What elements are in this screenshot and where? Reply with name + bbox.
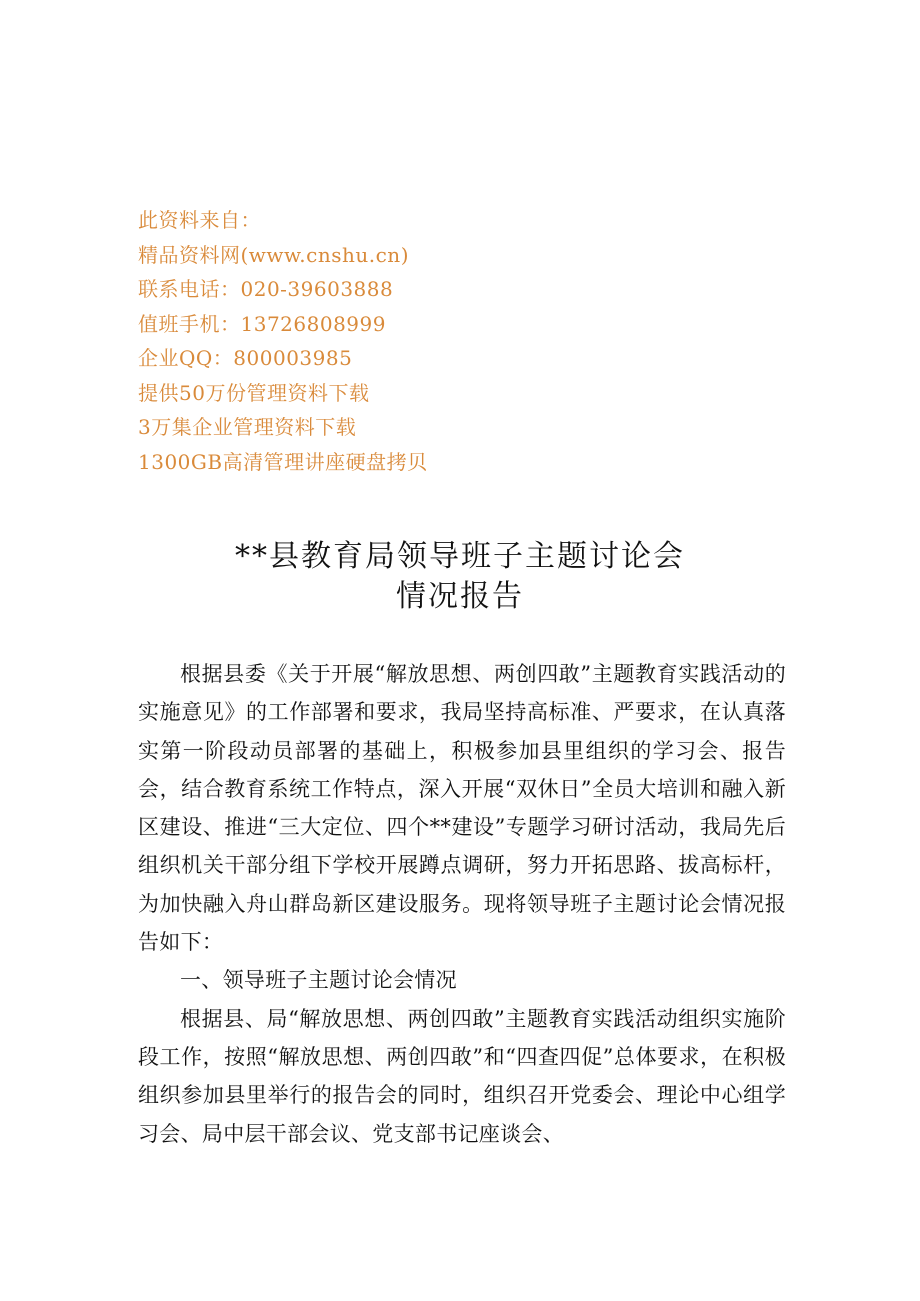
source-line-phone: 联系电话：020-39603888 [138,277,394,301]
source-line-lectures: 1300GB高清管理讲座硬盘拷贝 [138,449,428,474]
source-line-downloads: 提供50万份管理资料下载 [138,380,370,405]
source-line-videos: 3万集企业管理资料下载 [138,415,357,439]
section-heading-1: 一、领导班子主题讨论会情况 [180,968,457,993]
source-info-block [138,203,638,479]
source-line-mobile: 值班手机：13726808999 [138,311,386,336]
source-line-website: 精品资料网(www.cnshu.cn) [138,242,409,267]
section1-paragraph: 根据县、局“解放思想、两创四敢”主题教育实践活动组织实施阶段工作，按照“解放思想、两创四敢”和“四查四促”总体要求，在积极组织参加县里举行的报告会的同时，组织召开党委会、理论中心组学习会、局中层干部会议、党支部书记座谈会、 [138,1006,786,1146]
intro-paragraph: 根据县委《关于开展“解放思想、两创四敢”主题教育实践活动的实施意见》的工作部署和要求，我局坚持高标准、严要求，在认真落实第一阶段动员部署的基础上，积极参加县里组织的学习会、报告会，结合教育系统工作特点，深入开展“双休日”全员大培训和融入新区建设、推进“三大定位、四个**建设”专题学习研讨活动，我局先后组织机关干部分组下学校开展蹲点调研，努力开拓思路、拔高标杆，为加快融入舟山群岛新区建设服务。现将领导班子主题讨论会情况报告如下： [138,662,786,955]
title-line-1: **县教育局领导班子主题讨论会 [235,539,685,574]
document-body [138,655,786,1153]
source-line-origin: 此资料来自： [138,208,261,232]
title-line-2: 情况报告 [396,579,524,614]
source-line-qq: 企业QQ：800003985 [138,346,353,370]
document-title [0,537,920,617]
